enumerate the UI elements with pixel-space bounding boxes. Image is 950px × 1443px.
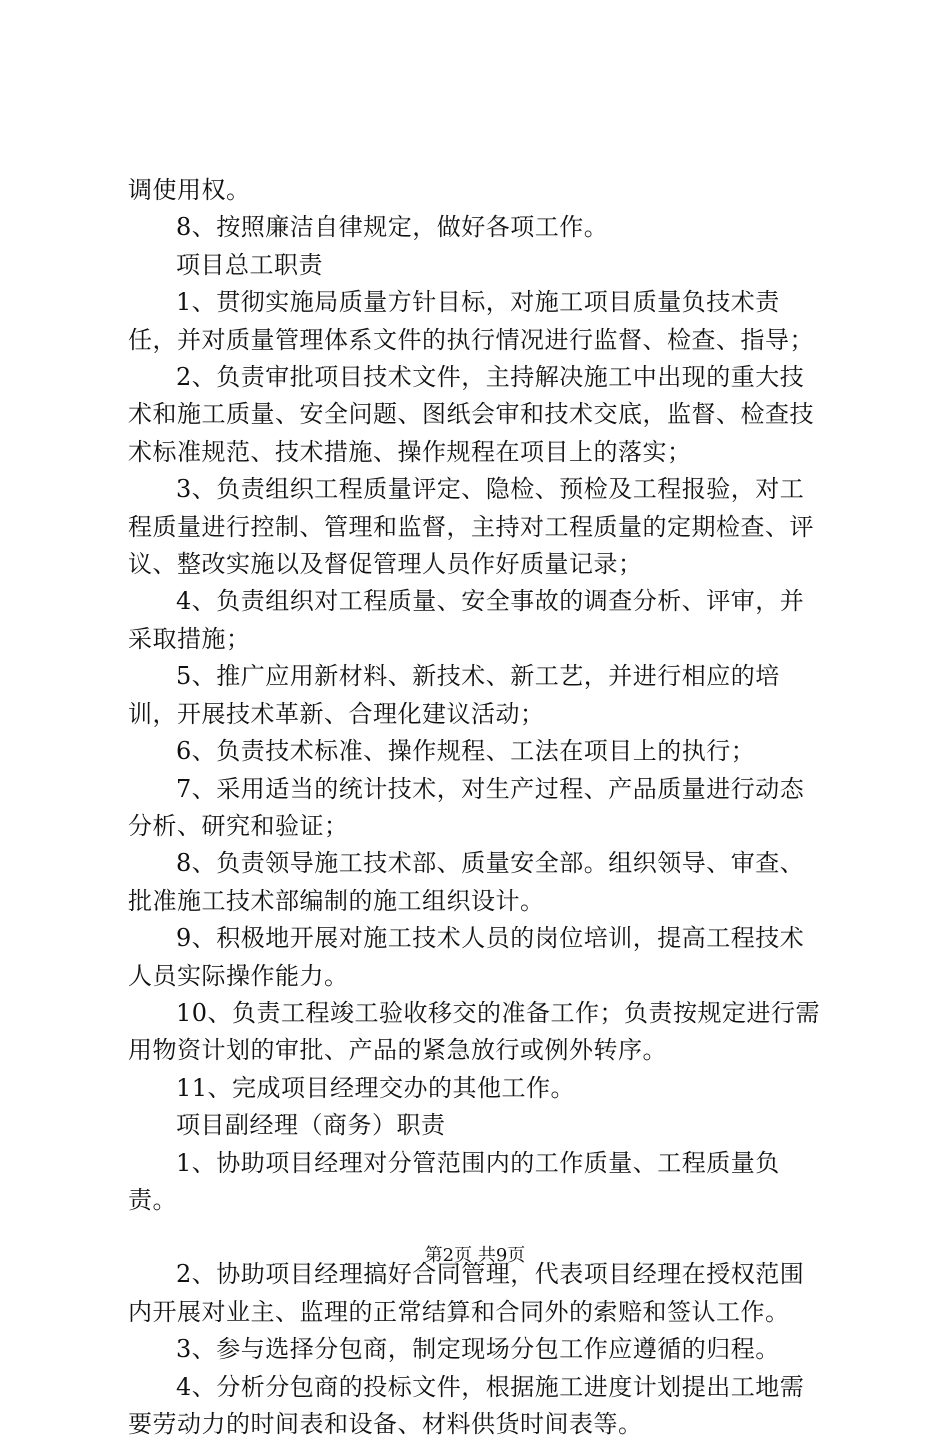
paragraph: 8、按照廉洁自律规定，做好各项工作。 bbox=[176, 213, 609, 242]
paragraph: 2、负责审批项目技术文件，主持解决施工中出现的重大技术和施工质量、安全问题、图纸会审和技术交底，监督、检查技术标准规范、技术措施、操作规程在项目上的落实； bbox=[128, 363, 814, 466]
paragraph: 3、参与选择分包商，制定现场分包工作应遵循的归程。 bbox=[176, 1335, 780, 1364]
paragraph: 1、协助项目经理对分管范围内的工作质量、工程质量负责。 bbox=[128, 1148, 780, 1214]
paragraph: 1、贯彻实施局质量方针目标，对施工项目质量负技术责任，并对质量管理体系文件的执行情况进行监督、检查、指导； bbox=[128, 288, 814, 354]
section-heading: 项目总工职责 bbox=[176, 250, 323, 279]
paragraph: 4、负责组织对工程质量、安全事故的调查分析、评审，并采取措施； bbox=[128, 587, 805, 653]
section-heading: 项目副经理（商务）职责 bbox=[176, 1111, 446, 1140]
page-footer: 第2页 共9页 bbox=[424, 1245, 526, 1266]
paragraph: 调使用权。 bbox=[128, 176, 251, 204]
paragraph: 4、分析分包商的投标文件，根据施工进度计划提出工地需要劳动力的时间表和设备、材料供货时间表等。 bbox=[128, 1372, 805, 1438]
paragraph: 10、负责工程竣工验收移交的准备工作；负责按规定进行需用物资计划的审批、产品的紧急放行或例外转序。 bbox=[128, 998, 821, 1065]
paragraph: 7、采用适当的统计技术，对生产过程、产品质量进行动态分析、研究和验证； bbox=[128, 774, 805, 840]
paragraph: 8、负责领导施工技术部、质量安全部。组织领导、审查、批准施工技术部编制的施工组织设计。 bbox=[128, 849, 805, 915]
paragraph: 9、积极地开展对施工技术人员的岗位培训，提高工程技术人员实际操作能力。 bbox=[128, 924, 805, 990]
paragraph: 5、推广应用新材料、新技术、新工艺，并进行相应的培训，开展技术革新、合理化建议活动； bbox=[128, 662, 780, 728]
paragraph: 11、完成项目经理交办的其他工作。 bbox=[176, 1073, 576, 1102]
paragraph: 2、协助项目经理搞好合同管理，代表项目经理在授权范围内开展对业主、监理的正常结算和合同外的索赔和签认工作。 bbox=[128, 1260, 805, 1326]
paragraph: 6、负责技术标准、操作规程、工法在项目上的执行； bbox=[176, 737, 756, 766]
paragraph: 3、负责组织工程质量评定、隐检、预检及工程报验，对工程质量进行控制、管理和监督，主持对工程质量的定期检查、评议、整改实施以及督促管理人员作好质量记录； bbox=[128, 475, 814, 579]
